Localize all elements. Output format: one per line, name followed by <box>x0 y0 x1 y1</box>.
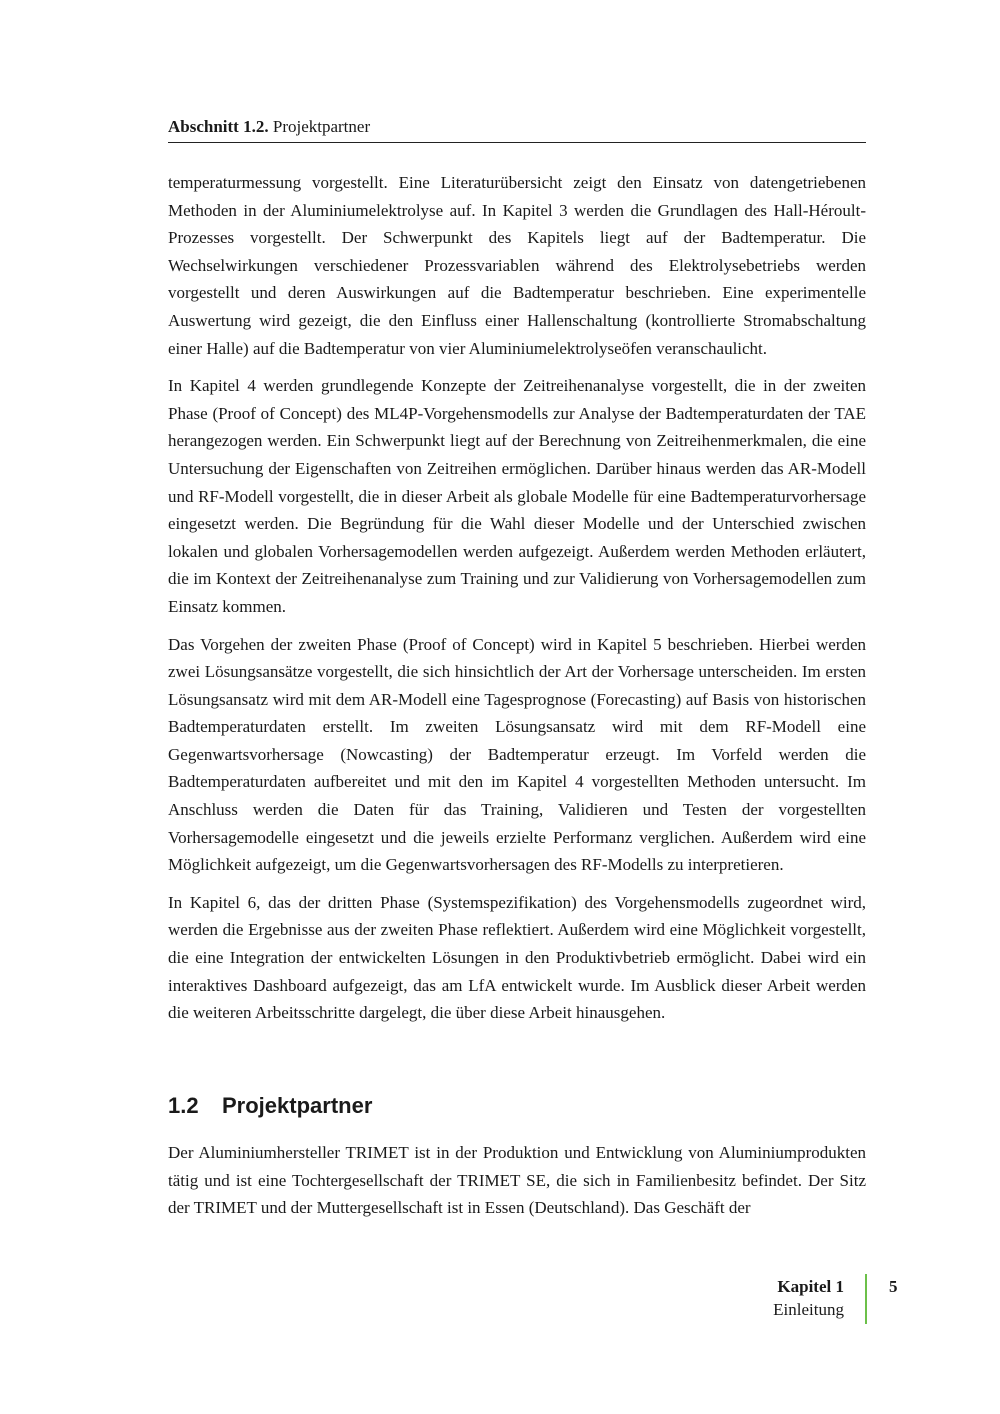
footer-chapter-title: Einleitung <box>773 1300 844 1319</box>
paragraph: Das Vorgehen der zweiten Phase (Proof of Concept) wird in Kapitel 5 beschrieben. Hierbei werden zwei Lösungsansätze vorgestellt, die sich hinsichtlich der Art der Vorhersage unterscheiden. Im ersten Lösungsansatz wird mit dem AR-Modell eine Tagesprognose (Forecasting) auf Basis von historischen Badtemperaturdaten erstellt. Im zweiten Lösungsansatz wird mit dem RF-Modell eine Gegenwartsvorhersage (Nowcasting) der Badtemperatur erzeugt. Im Vorfeld werden die Badtemperaturdaten aufbereitet und mit den im Kapitel 4 vorgestellten Methoden untersucht. Im Anschluss werden die Daten für das Training, Validieren und Testen der vorgestellten Vorhersagemodelle eingesetzt und die jeweils erzielte Performanz verglichen. Außerdem wird eine Möglichkeit aufgezeigt, um die Gegenwartsvorhersagen des RF-Modells zu interpretieren. <box>168 634 866 875</box>
footer-chapter <box>773 1275 844 1321</box>
page-number: 5 <box>889 1277 898 1296</box>
footer-chapter-label: Kapitel 1 <box>777 1277 844 1296</box>
paragraph: temperaturmessung vorgestellt. Eine Literaturübersicht zeigt den Einsatz von datengetriebenen Methoden in der Aluminiumelektrolyse auf. In Kapitel 3 werden die Grundlagen des Hall-Héroult-Prozesses vorgestellt. Der Schwerpunkt des Kapitels liegt auf der Badtemperatur. Die Wechselwirkungen verschiedener Prozessvariablen während des Elektrolysebetriebs werden vorgestellt und deren Auswirkungen auf die Badtemperatur beschrieben. Eine experimentelle Auswertung wird gezeigt, die den Einfluss einer Hallenschaltung (kontrollierte Stromabschaltung einer Halle) auf die Badtemperatur von vier Aluminiumelektrolyseöfen veranschaulicht. <box>168 173 866 358</box>
section-number: 1.2 <box>168 1093 199 1118</box>
paragraph: In Kapitel 6, das der dritten Phase (Systemspezifikation) des Vorgehensmodells zugeordnet wird, werden die Ergebnisse aus der zweiten Phase reflektiert. Außerdem wird eine Möglichkeit vorgestellt, die eine Integration der entwickelten Lösungen in den Produktivbetrieb ermöglicht. Dabei wird ein interaktives Dashboard aufgezeigt, das am LfA entwickelt wurde. Im Ausblick dieser Arbeit werden die weiteren Arbeitsschritte dargelegt, die über diese Arbeit hinausgehen. <box>168 892 866 1023</box>
footer-divider <box>865 1274 867 1324</box>
header-section-label: Abschnitt 1.2. <box>168 117 269 136</box>
section-title: Projektpartner <box>222 1093 373 1118</box>
paragraph: Der Aluminiumhersteller TRIMET ist in der Produktion und Entwicklung von Aluminiumprodukten tätig und ist eine Tochtergesellschaft der TRIMET SE, die sich in Familienbesitz befindet. Der Sitz der TRIMET und der Muttergesellschaft ist in Essen (Deutschland). Das Geschäft der <box>168 1143 866 1218</box>
section-heading <box>168 1092 866 1120</box>
paragraph: In Kapitel 4 werden grundlegende Konzepte der Zeitreihenanalyse vorgestellt, die in der zweiten Phase (Proof of Concept) des ML4P-Vorgehensmodells zur Analyse der Badtemperaturdaten der TAE herangezogen werden. Ein Schwerpunkt liegt auf der Berechnung von Zeitreihenmerkmalen, die eine Untersuchung der Eigenschaften von Zeitreihen ermöglichen. Darüber hinaus werden das AR-Modell und RF-Modell vorgestellt, die in dieser Arbeit als globale Modelle für eine Badtemperaturvorhersage eingesetzt werden. Die Begründung für die Wahl dieser Modelle und der Unterschied zwischen lokalen und globalen Vorhersagemodellen werden aufgezeigt. Außerdem werden Methoden erläutert, die im Kontext der Zeitreihenanalyse zum Training und zur Validierung von Vorhersagemodellen zum Einsatz kommen. <box>168 376 866 616</box>
body-text <box>168 169 866 1037</box>
header-section-title: Projektpartner <box>272 117 371 136</box>
section-body <box>168 1139 866 1222</box>
running-header <box>168 116 866 143</box>
